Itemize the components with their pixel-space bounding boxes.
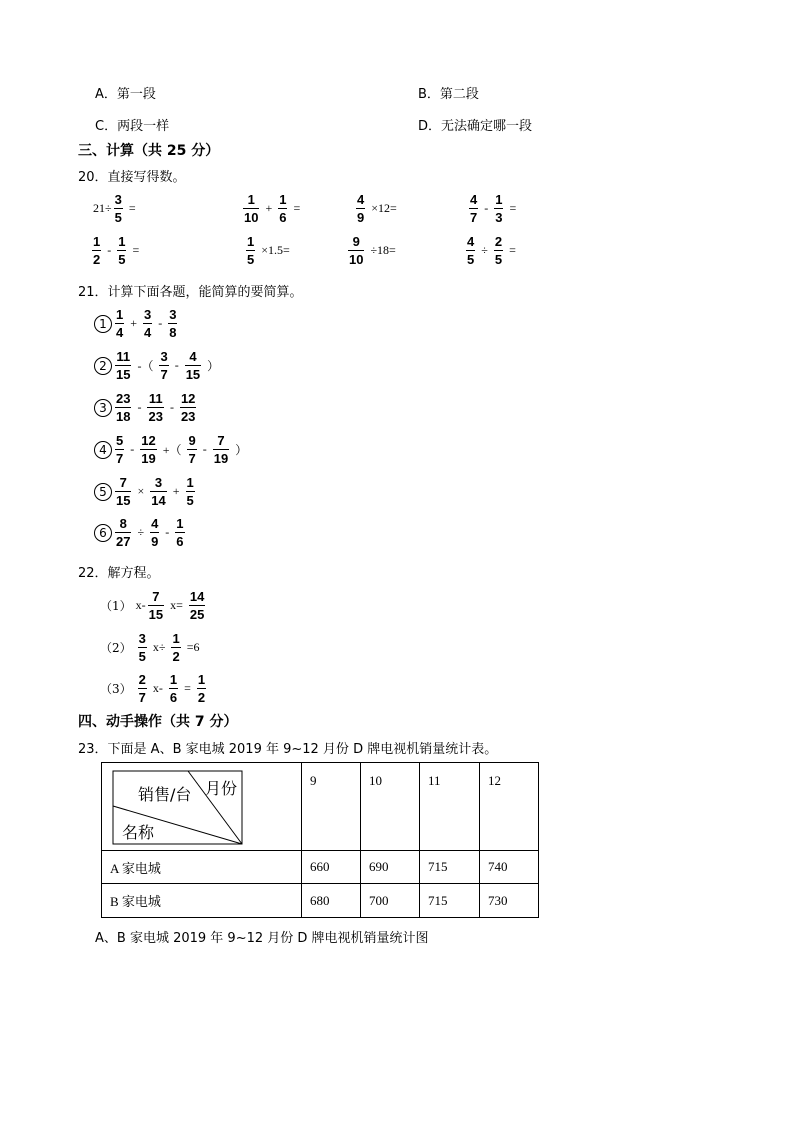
table-cell: 715: [420, 884, 480, 918]
month-header: 12: [480, 763, 539, 851]
q21-item-5: 5 $\frac{7}{15}$ × $\frac{3}{14}$ + $\frac{1}{5}$: [94, 475, 197, 508]
section-3-title: 三、计算（共 25 分）: [78, 143, 220, 159]
q22-equation-1: （1） x- 7 15 x= $\frac{14}{25}$: [100, 589, 205, 622]
q20-item-7: $\frac{9}{10}$ ÷18=: [349, 234, 396, 267]
choice-a: A．第一段: [95, 87, 156, 102]
table-cell: 740: [480, 851, 539, 884]
q20-item-2: 1 10 + $\frac{1}{6}$ =: [244, 192, 301, 225]
header-sales-label: 销售/台: [138, 785, 192, 804]
q20-item-6: $\frac{1}{5}$ ×1.5=: [247, 234, 290, 267]
table-cell: 715: [420, 851, 480, 884]
table-cell: 680: [302, 884, 361, 918]
month-header: 9: [302, 763, 361, 851]
q20-item-5: 1 2 - $\frac{1}{5}$ =: [93, 234, 140, 267]
q20-item-8: $\frac{4}{5}$ ÷ $\frac{2}{5}$ =: [467, 234, 516, 267]
header-name-label: 名称: [122, 823, 155, 842]
section-4-title: 四、动手操作（共 7 分）: [78, 714, 238, 730]
choice-d: D．无法确定哪一段: [418, 119, 533, 134]
q21-item-3: 3 23 18 - 11 23 - 12 23: [94, 391, 198, 424]
header-diagonal-cell: [102, 763, 302, 851]
chart-caption: A、B 家电城 2019 年 9~12 月份 D 牌电视机销量统计图: [95, 931, 429, 946]
q20-item-1: 21÷ $\frac{3}{5}$ =: [93, 192, 136, 225]
table-cell: 690: [361, 851, 420, 884]
table-row: [102, 851, 539, 884]
q21-item-6: 6 $\frac{8}{27}$ ÷ $\frac{4}{9}$ - 1 6: [94, 516, 187, 549]
row-name: B 家电城: [102, 884, 302, 918]
q21-label: 21．计算下面各题，能简算的要简算。: [78, 285, 303, 300]
row-name: A 家电城: [102, 851, 302, 884]
table-row: [102, 884, 539, 918]
q23-label: 23．下面是 A、B 家电城 2019 年 9~12 月份 D 牌电视机销量统计表。: [78, 742, 498, 757]
month-header: 10: [361, 763, 420, 851]
q20-item-4: 4 7 - $\frac{1}{3}$ =: [470, 192, 517, 225]
q22-equation-2: （2） 3 5 x÷ $\frac{1}{2}$ =6: [100, 631, 200, 664]
q20-item-3: $\frac{4}{9}$ ×12=: [357, 192, 397, 225]
q21-item-2: 2 11 15 -（ 3 7 - 4 15 ）: [94, 349, 223, 382]
q22-label: 22．解方程。: [78, 566, 160, 581]
table-cell: 730: [480, 884, 539, 918]
q22-equation-3: （3） 2 7 x- $\frac{1}{6}$ = $\frac{1}{2}$: [100, 672, 206, 705]
q21-item-4: 4 5 7 - 12 19 +（ 9 7 - 7 19 ）: [94, 433, 251, 466]
q21-item-1: 1 1 4 + $\frac{3}{4}$ - 3 8: [94, 307, 179, 340]
q20-label: 20．直接写得数。: [78, 170, 186, 185]
sales-table: [101, 762, 539, 918]
table-cell: 660: [302, 851, 361, 884]
month-header: 11: [420, 763, 480, 851]
choice-c: C．两段一样: [95, 119, 170, 134]
choice-b: B．第二段: [418, 87, 479, 102]
table-header-row: [102, 763, 539, 851]
table-cell: 700: [361, 884, 420, 918]
header-month-label: 月份: [205, 779, 238, 798]
